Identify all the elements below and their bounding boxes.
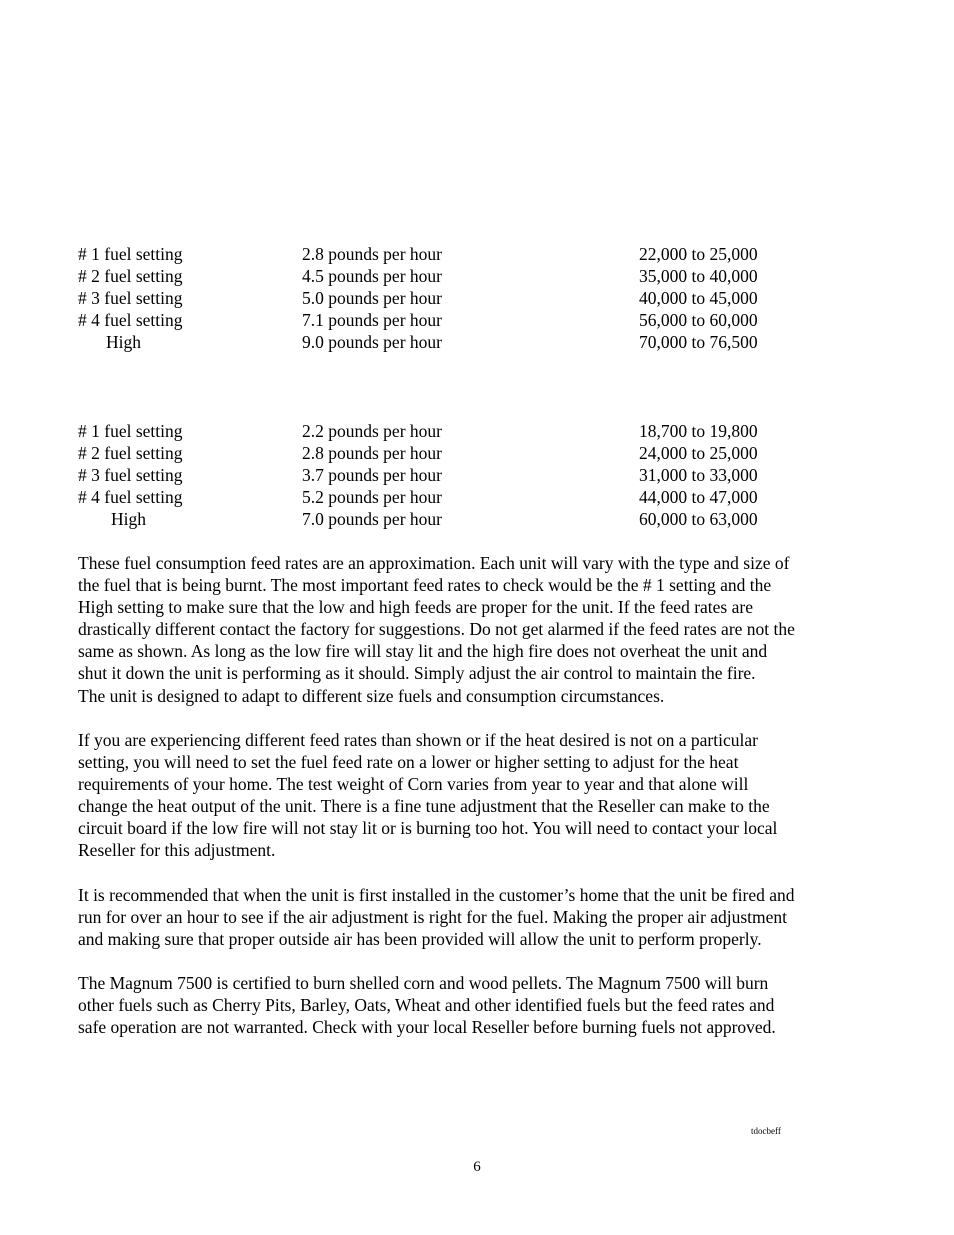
text-line: requirements of your home. The test weight of Corn varies from year to year and that alone will — [78, 774, 749, 795]
table-row — [78, 442, 878, 464]
fuel-setting-label: # 2 fuel setting — [78, 266, 183, 286]
page-number: 6 — [473, 1159, 481, 1175]
text-line: safe operation are not warranted. Check with your local Reseller before burning fuels not approved. — [78, 1017, 776, 1038]
btu-range-value: 24,000 to 25,000 — [639, 443, 758, 463]
text-line: run for over an hour to see if the air adjustment is right for the fuel. Making the proper air adjustment — [78, 907, 788, 928]
table-row — [78, 508, 878, 530]
btu-range-value: 70,000 to 76,500 — [639, 332, 758, 352]
text-line: change the heat output of the unit. There is a fine tune adjustment that the Reseller can make to the — [78, 796, 770, 817]
btu-range-value: 22,000 to 25,000 — [639, 244, 758, 264]
table-row — [78, 464, 878, 486]
text-line: Reseller for this adjustment. — [78, 840, 276, 861]
feed-rate-value: 7.0 pounds per hour — [302, 509, 442, 529]
table-row — [78, 309, 878, 331]
fuel-setting-label: # 4 fuel setting — [78, 487, 183, 507]
btu-range-value: 35,000 to 40,000 — [639, 266, 758, 286]
btu-range-value: 31,000 to 33,000 — [639, 465, 758, 485]
text-line: other fuels such as Cherry Pits, Barley, Oats, Wheat and other identified fuels but the feed rates and — [78, 995, 775, 1016]
table-row — [78, 331, 878, 353]
feed-rate-value: 3.7 pounds per hour — [302, 465, 442, 485]
text-line: same as shown. As long as the low fire will stay lit and the high fire does not overheat the unit and — [78, 641, 768, 662]
paragraph-different-feed-rates — [78, 729, 868, 862]
btu-range-value: 44,000 to 47,000 — [639, 487, 758, 507]
btu-range-value: 40,000 to 45,000 — [639, 288, 758, 308]
document-code: tdocbeff — [751, 1126, 781, 1136]
text-line: The unit is designed to adapt to different size fuels and consumption circumstances. — [78, 685, 665, 706]
fuel-setting-label: # 3 fuel setting — [78, 465, 183, 485]
fuel-setting-label: High — [111, 509, 146, 529]
text-line: the fuel that is being burnt. The most important feed rates to check would be the # 1 setting and the — [78, 575, 772, 596]
table-row — [78, 243, 878, 265]
feed-rate-value: 2.8 pounds per hour — [302, 244, 442, 264]
table-row — [78, 265, 878, 287]
text-line: drastically different contact the factory for suggestions. Do not get alarmed if the feed rates are not the — [78, 619, 795, 640]
feed-rate-value: 2.2 pounds per hour — [302, 421, 442, 441]
feed-rate-table-2 — [78, 420, 878, 530]
text-line: shut it down the unit is performing as it should. Simply adjust the air control to maintain the fire. — [78, 663, 756, 684]
feed-rate-value: 9.0 pounds per hour — [302, 332, 442, 352]
paragraph-installation-recommendation — [78, 884, 868, 950]
btu-range-value: 60,000 to 63,000 — [639, 509, 758, 529]
feed-rate-value: 7.1 pounds per hour — [302, 310, 442, 330]
text-line: circuit board if the low fire will not stay lit or is burning too hot. You will need to contact your local — [78, 818, 778, 839]
paragraph-feed-rate-approximation — [78, 552, 868, 707]
text-line: setting, you will need to set the fuel feed rate on a lower or higher setting to adjust for the heat — [78, 752, 739, 773]
feed-rate-table-1 — [78, 243, 878, 353]
text-line: The Magnum 7500 is certified to burn shelled corn and wood pellets. The Magnum 7500 will burn — [78, 973, 769, 993]
text-line: These fuel consumption feed rates are an approximation. Each unit will vary with the type and size of — [78, 553, 790, 573]
fuel-setting-label: # 1 fuel setting — [78, 244, 183, 264]
text-line: If you are experiencing different feed rates than shown or if the heat desired is not on a particular — [78, 730, 758, 750]
fuel-setting-label: # 1 fuel setting — [78, 421, 183, 441]
table-row — [78, 287, 878, 309]
feed-rate-value: 4.5 pounds per hour — [302, 266, 442, 286]
paragraph-certified-fuels — [78, 972, 868, 1038]
text-line: and making sure that proper outside air has been provided will allow the unit to perform properly. — [78, 929, 762, 950]
fuel-setting-label: # 3 fuel setting — [78, 288, 183, 308]
text-line: High setting to make sure that the low and high feeds are proper for the unit. If the feed rates are — [78, 597, 753, 618]
feed-rate-value: 5.2 pounds per hour — [302, 487, 442, 507]
feed-rate-value: 5.0 pounds per hour — [302, 288, 442, 308]
feed-rate-value: 2.8 pounds per hour — [302, 443, 442, 463]
btu-range-value: 18,700 to 19,800 — [639, 421, 758, 441]
table-row — [78, 420, 878, 442]
fuel-setting-label: # 4 fuel setting — [78, 310, 183, 330]
btu-range-value: 56,000 to 60,000 — [639, 310, 758, 330]
fuel-setting-label: High — [106, 332, 141, 352]
fuel-setting-label: # 2 fuel setting — [78, 443, 183, 463]
text-line: It is recommended that when the unit is first installed in the customer’s home that the unit be fired and — [78, 885, 795, 905]
table-row — [78, 486, 878, 508]
